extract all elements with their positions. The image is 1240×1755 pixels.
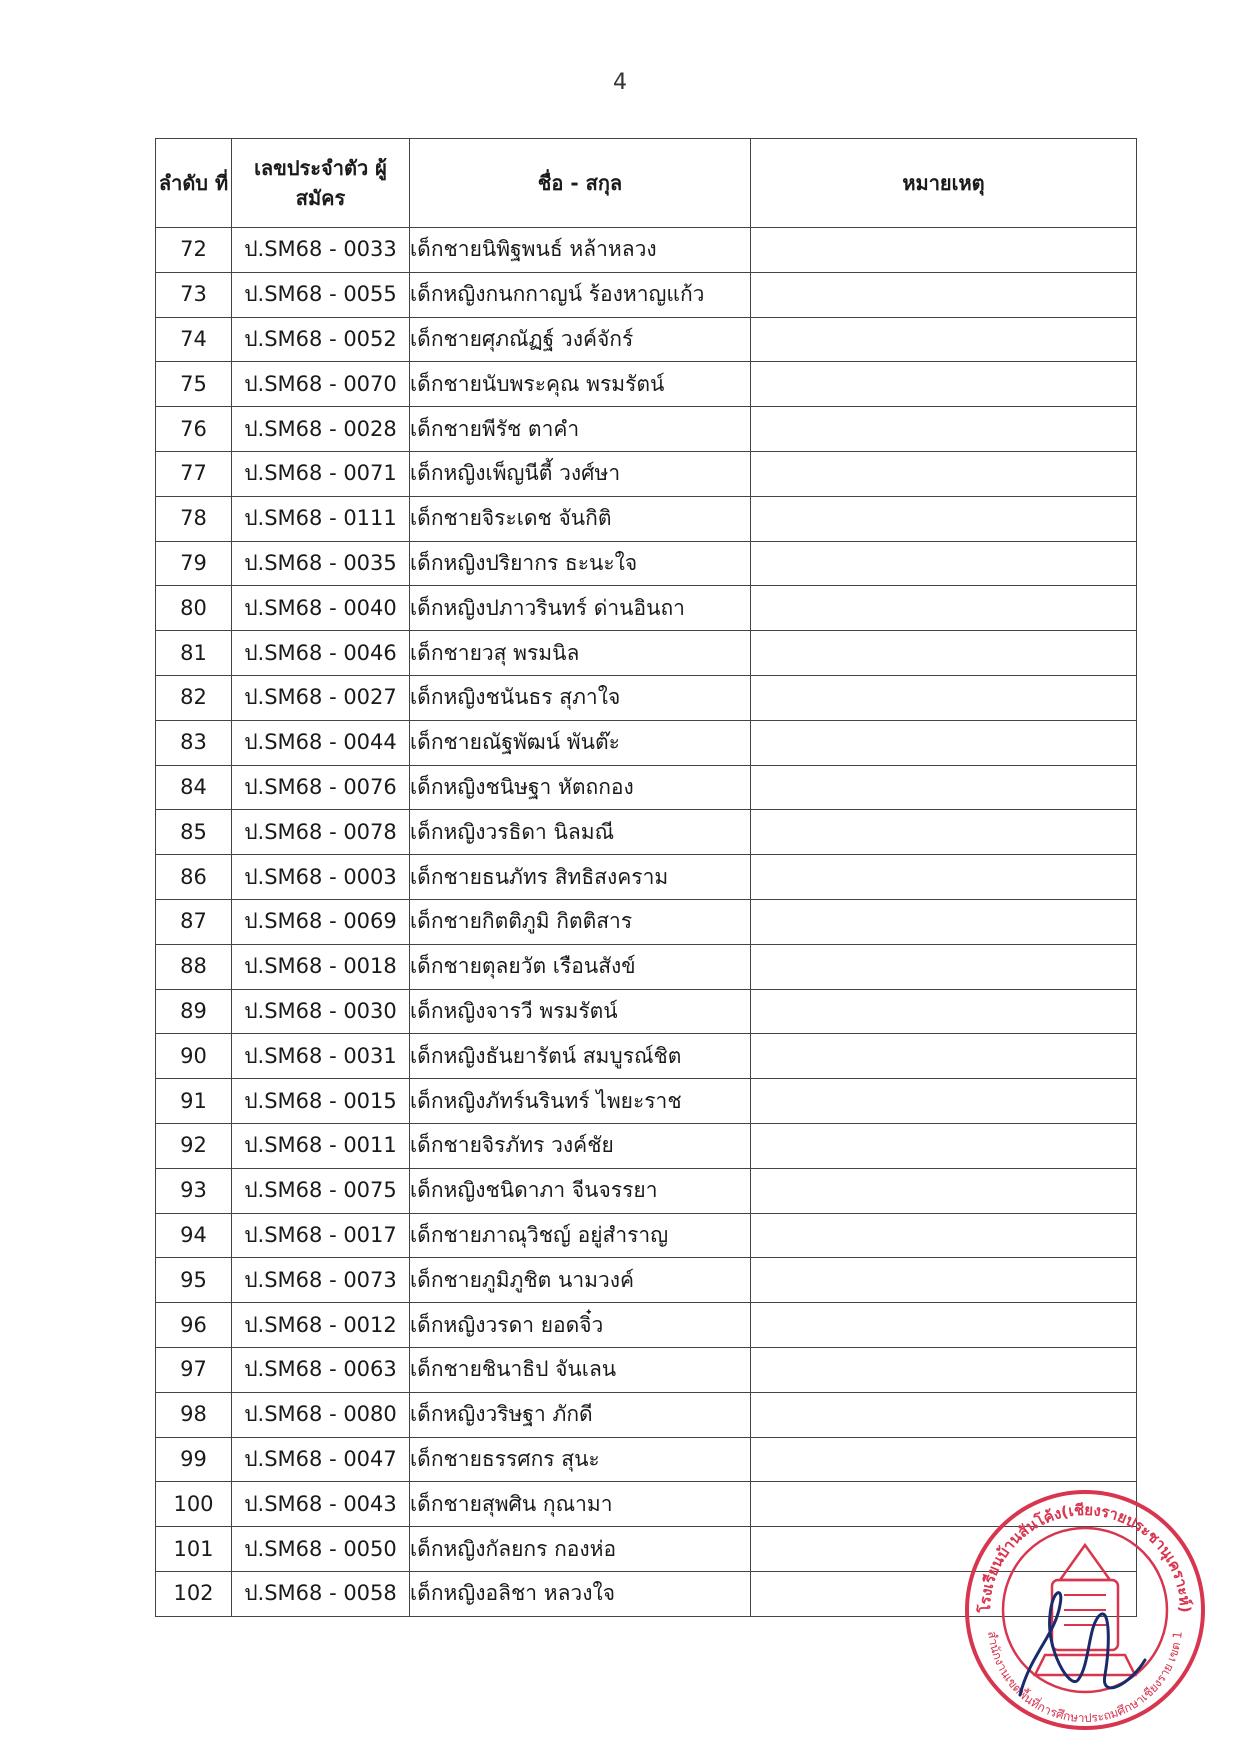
cell-full-name: เด็กหญิงวรดา ยอดจิ๋ว	[410, 1303, 751, 1348]
cell-no: 87	[156, 899, 232, 944]
cell-full-name: เด็กชายภาณุวิชญ์ อยู่สำราญ	[410, 1213, 751, 1258]
cell-full-name: เด็กหญิงชนิดาภา จีนจรรยา	[410, 1168, 751, 1213]
table-row	[156, 855, 1137, 900]
cell-applicant-id: ป.SM68 - 0003	[232, 855, 410, 900]
cell-no: 101	[156, 1527, 232, 1572]
table-row	[156, 451, 1137, 496]
cell-no: 81	[156, 631, 232, 676]
cell-no: 102	[156, 1571, 232, 1616]
cell-remark	[751, 407, 1137, 452]
cell-full-name: เด็กชายจิระเดช จันกิติ	[410, 496, 751, 541]
table-row	[156, 541, 1137, 586]
table-row	[156, 1079, 1137, 1124]
table-row	[156, 496, 1137, 541]
cell-no: 74	[156, 317, 232, 362]
cell-applicant-id: ป.SM68 - 0078	[232, 810, 410, 855]
cell-applicant-id: ป.SM68 - 0058	[232, 1571, 410, 1616]
cell-applicant-id: ป.SM68 - 0052	[232, 317, 410, 362]
table-row	[156, 272, 1137, 317]
cell-no: 95	[156, 1258, 232, 1303]
cell-remark	[751, 451, 1137, 496]
cell-applicant-id: ป.SM68 - 0033	[232, 228, 410, 273]
cell-full-name: เด็กชายชินาธิป จันเลน	[410, 1347, 751, 1392]
cell-applicant-id: ป.SM68 - 0031	[232, 1034, 410, 1079]
cell-no: 99	[156, 1437, 232, 1482]
cell-applicant-id: ป.SM68 - 0075	[232, 1168, 410, 1213]
seal-text-top: โรงเรียนบ้านสันโค้ง(เชียงรายประชานุเคราะห์)	[975, 1500, 1195, 1613]
cell-full-name: เด็กชายตุลยวัต เรือนสังข์	[410, 944, 751, 989]
cell-remark	[751, 317, 1137, 362]
table-row	[156, 1168, 1137, 1213]
table-row	[156, 989, 1137, 1034]
cell-no: 100	[156, 1482, 232, 1527]
table-row	[156, 362, 1137, 407]
cell-no: 82	[156, 675, 232, 720]
page-number: 4	[613, 70, 627, 95]
table-row	[156, 1258, 1137, 1303]
cell-no: 90	[156, 1034, 232, 1079]
table-row	[156, 944, 1137, 989]
table-row	[156, 899, 1137, 944]
cell-remark	[751, 855, 1137, 900]
cell-remark	[751, 1392, 1137, 1437]
table-row	[156, 1034, 1137, 1079]
cell-applicant-id: ป.SM68 - 0040	[232, 586, 410, 631]
table-row	[156, 1303, 1137, 1348]
cell-full-name: เด็กชายศุภณัฏฐ์ วงค์จักร์	[410, 317, 751, 362]
cell-no: 89	[156, 989, 232, 1034]
cell-no: 88	[156, 944, 232, 989]
cell-remark	[751, 1437, 1137, 1482]
cell-full-name: เด็กหญิงชนันธร สุภาใจ	[410, 675, 751, 720]
cell-applicant-id: ป.SM68 - 0044	[232, 720, 410, 765]
cell-applicant-id: ป.SM68 - 0018	[232, 944, 410, 989]
cell-full-name: เด็กชายกิตติภูมิ กิตติสาร	[410, 899, 751, 944]
cell-no: 92	[156, 1123, 232, 1168]
cell-full-name: เด็กหญิงธันยารัตน์ สมบูรณ์ชิต	[410, 1034, 751, 1079]
cell-no: 75	[156, 362, 232, 407]
table-row	[156, 407, 1137, 452]
cell-no: 78	[156, 496, 232, 541]
cell-full-name: เด็กหญิงอลิชา หลวงใจ	[410, 1571, 751, 1616]
header-no: ลำดับ ที่	[156, 139, 232, 228]
cell-applicant-id: ป.SM68 - 0035	[232, 541, 410, 586]
table-row	[156, 1123, 1137, 1168]
cell-no: 86	[156, 855, 232, 900]
table-row	[156, 1392, 1137, 1437]
cell-remark	[751, 586, 1137, 631]
cell-no: 84	[156, 765, 232, 810]
table-row	[156, 1347, 1137, 1392]
table-row	[156, 810, 1137, 855]
cell-no: 79	[156, 541, 232, 586]
cell-full-name: เด็กหญิงปภาวรินทร์ ด่านอินถา	[410, 586, 751, 631]
table-row	[156, 1213, 1137, 1258]
cell-no: 91	[156, 1079, 232, 1124]
cell-applicant-id: ป.SM68 - 0012	[232, 1303, 410, 1348]
cell-remark	[751, 1168, 1137, 1213]
cell-applicant-id: ป.SM68 - 0043	[232, 1482, 410, 1527]
cell-full-name: เด็กหญิงชนิษฐา หัตถกอง	[410, 765, 751, 810]
cell-no: 77	[156, 451, 232, 496]
cell-full-name: เด็กชายวสุ พรมนิล	[410, 631, 751, 676]
cell-full-name: เด็กชายนิพิฐพนธ์ หล้าหลวง	[410, 228, 751, 273]
cell-remark	[751, 272, 1137, 317]
table-row	[156, 228, 1137, 273]
cell-applicant-id: ป.SM68 - 0030	[232, 989, 410, 1034]
cell-full-name: เด็กชายสุพศิน กุณามา	[410, 1482, 751, 1527]
cell-no: 83	[156, 720, 232, 765]
cell-applicant-id: ป.SM68 - 0111	[232, 496, 410, 541]
cell-full-name: เด็กชายธนภัทร สิทธิสงคราม	[410, 855, 751, 900]
cell-applicant-id: ป.SM68 - 0017	[232, 1213, 410, 1258]
cell-remark	[751, 631, 1137, 676]
cell-remark	[751, 1258, 1137, 1303]
cell-remark	[751, 1123, 1137, 1168]
cell-full-name: เด็กชายจิรภัทร วงค์ชัย	[410, 1123, 751, 1168]
cell-full-name: เด็กชายภูมิภูชิต นามวงค์	[410, 1258, 751, 1303]
cell-applicant-id: ป.SM68 - 0027	[232, 675, 410, 720]
cell-no: 94	[156, 1213, 232, 1258]
cell-remark	[751, 765, 1137, 810]
cell-applicant-id: ป.SM68 - 0070	[232, 362, 410, 407]
cell-remark	[751, 362, 1137, 407]
cell-no: 76	[156, 407, 232, 452]
cell-no: 80	[156, 586, 232, 631]
table-row	[156, 1437, 1137, 1482]
applicant-table	[155, 138, 1137, 1617]
cell-applicant-id: ป.SM68 - 0073	[232, 1258, 410, 1303]
cell-no: 97	[156, 1347, 232, 1392]
table-row	[156, 317, 1137, 362]
table-row	[156, 631, 1137, 676]
cell-full-name: เด็กหญิงปริยากร ธะนะใจ	[410, 541, 751, 586]
table-row	[156, 586, 1137, 631]
table-header-row	[156, 139, 1137, 228]
cell-remark	[751, 720, 1137, 765]
cell-applicant-id: ป.SM68 - 0055	[232, 272, 410, 317]
cell-applicant-id: ป.SM68 - 0063	[232, 1347, 410, 1392]
table-row	[156, 720, 1137, 765]
cell-remark	[751, 1034, 1137, 1079]
cell-remark	[751, 944, 1137, 989]
table-row	[156, 765, 1137, 810]
cell-remark	[751, 989, 1137, 1034]
cell-remark	[751, 810, 1137, 855]
cell-applicant-id: ป.SM68 - 0015	[232, 1079, 410, 1124]
school-seal-stamp	[960, 1485, 1210, 1735]
cell-remark	[751, 1079, 1137, 1124]
cell-no: 98	[156, 1392, 232, 1437]
cell-no: 72	[156, 228, 232, 273]
cell-full-name: เด็กหญิงจารวี พรมรัตน์	[410, 989, 751, 1034]
cell-full-name: เด็กหญิงเพ็ญนีตี้ วงศ์ษา	[410, 451, 751, 496]
seal-text-bottom: สำนักงานเขตพื้นที่การศึกษาประถมศึกษาเชียงราย เขต 1	[985, 1630, 1185, 1726]
cell-no: 96	[156, 1303, 232, 1348]
header-full-name: ชื่อ - สกุล	[410, 139, 751, 228]
cell-applicant-id: ป.SM68 - 0050	[232, 1527, 410, 1572]
cell-remark	[751, 228, 1137, 273]
cell-no: 73	[156, 272, 232, 317]
cell-full-name: เด็กชายพีรัช ตาคำ	[410, 407, 751, 452]
cell-full-name: เด็กชายนับพระคุณ พรมรัตน์	[410, 362, 751, 407]
cell-applicant-id: ป.SM68 - 0071	[232, 451, 410, 496]
cell-remark	[751, 496, 1137, 541]
header-remark: หมายเหตุ	[751, 139, 1137, 228]
cell-full-name: เด็กหญิงภัทร์นรินทร์ ไพยะราช	[410, 1079, 751, 1124]
header-applicant-id: เลขประจำตัว ผู้สมัคร	[232, 139, 410, 228]
cell-remark	[751, 1347, 1137, 1392]
cell-full-name: เด็กหญิงวรธิดา นิลมณี	[410, 810, 751, 855]
cell-remark	[751, 1303, 1137, 1348]
signature-mark	[1020, 1593, 1145, 1695]
cell-no: 93	[156, 1168, 232, 1213]
cell-applicant-id: ป.SM68 - 0046	[232, 631, 410, 676]
cell-full-name: เด็กชายณัฐพัฒน์ พันต๊ะ	[410, 720, 751, 765]
cell-applicant-id: ป.SM68 - 0011	[232, 1123, 410, 1168]
cell-full-name: เด็กหญิงวริษฐา ภักดี	[410, 1392, 751, 1437]
cell-full-name: เด็กหญิงกัลยกร กองห่อ	[410, 1527, 751, 1572]
cell-applicant-id: ป.SM68 - 0047	[232, 1437, 410, 1482]
cell-remark	[751, 541, 1137, 586]
cell-applicant-id: ป.SM68 - 0076	[232, 765, 410, 810]
cell-applicant-id: ป.SM68 - 0028	[232, 407, 410, 452]
cell-remark	[751, 899, 1137, 944]
cell-applicant-id: ป.SM68 - 0069	[232, 899, 410, 944]
cell-applicant-id: ป.SM68 - 0080	[232, 1392, 410, 1437]
cell-remark	[751, 1213, 1137, 1258]
table-row	[156, 675, 1137, 720]
cell-remark	[751, 675, 1137, 720]
cell-no: 85	[156, 810, 232, 855]
cell-full-name: เด็กชายธรรศกร สุนะ	[410, 1437, 751, 1482]
cell-full-name: เด็กหญิงกนกกาญน์ ร้องหาญแก้ว	[410, 272, 751, 317]
